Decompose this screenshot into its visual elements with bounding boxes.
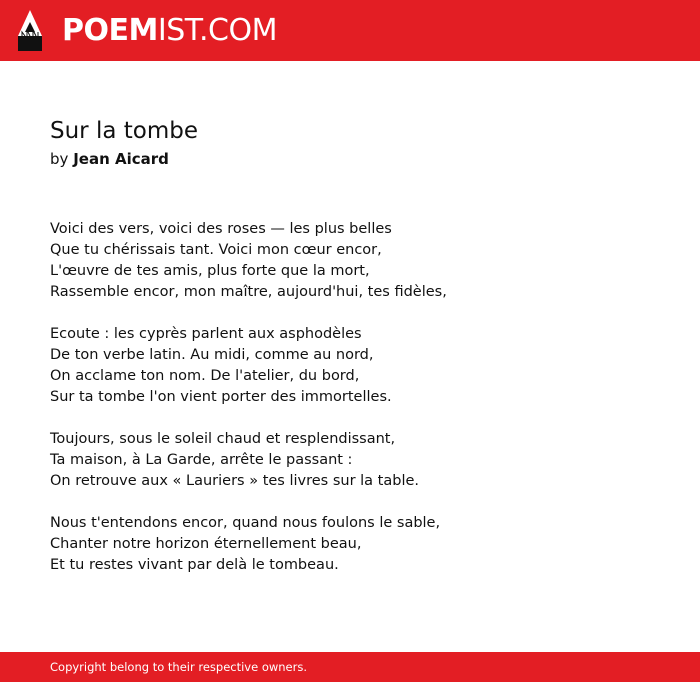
- brand-light: IST.COM: [157, 13, 277, 48]
- by-label: by: [50, 150, 69, 168]
- poem-line: Sur ta tombe l'on vient porter des immortelles.: [50, 389, 392, 405]
- stanza: [50, 513, 670, 576]
- poem-line: On retrouve aux « Lauriers » tes livres sur la table.: [50, 473, 419, 489]
- poem-line: Que tu chérissais tant. Voici mon cœur encor,: [50, 242, 382, 258]
- poem-line: Ecoute : les cyprès parlent aux asphodèles: [50, 326, 362, 342]
- site-footer: [0, 652, 700, 682]
- poem-title: Sur la tombe: [50, 118, 198, 144]
- stanza: [50, 219, 670, 303]
- copyright-text: Copyright belong to their respective owners.: [50, 660, 308, 674]
- stanza: [50, 429, 670, 492]
- poem-line: Voici des vers, voici des roses — les plus belles: [50, 221, 392, 237]
- site-header: [0, 0, 700, 61]
- brand-bold: POEM: [62, 13, 158, 48]
- poem-line: De ton verbe latin. Au midi, comme au nord,: [50, 347, 374, 363]
- poem-line: Chanter notre horizon éternellement beau,: [50, 536, 362, 552]
- site-logo-text[interactable]: [62, 14, 277, 48]
- poem-line: Toujours, sous le soleil chaud et resplendissant,: [50, 431, 396, 447]
- poem-line: Ta maison, à La Garde, arrête le passant :: [50, 452, 353, 468]
- poem-line: Et tu restes vivant par delà le tombeau.: [50, 557, 339, 573]
- poem-line: L'œuvre de tes amis, plus forte que la mort,: [50, 263, 370, 279]
- poem-line: On acclame ton nom. De l'atelier, du bord,: [50, 368, 360, 384]
- byline: [50, 149, 169, 169]
- author-name[interactable]: Jean Aicard: [73, 150, 169, 168]
- stanza: [50, 324, 670, 408]
- poem-line: Nous t'entendons encor, quand nous foulons le sable,: [50, 515, 441, 531]
- poem-body: [50, 219, 670, 597]
- pencil-tip-icon[interactable]: [17, 10, 43, 51]
- poem-line: Rassemble encor, mon maître, aujourd'hui, tes fidèles,: [50, 284, 447, 300]
